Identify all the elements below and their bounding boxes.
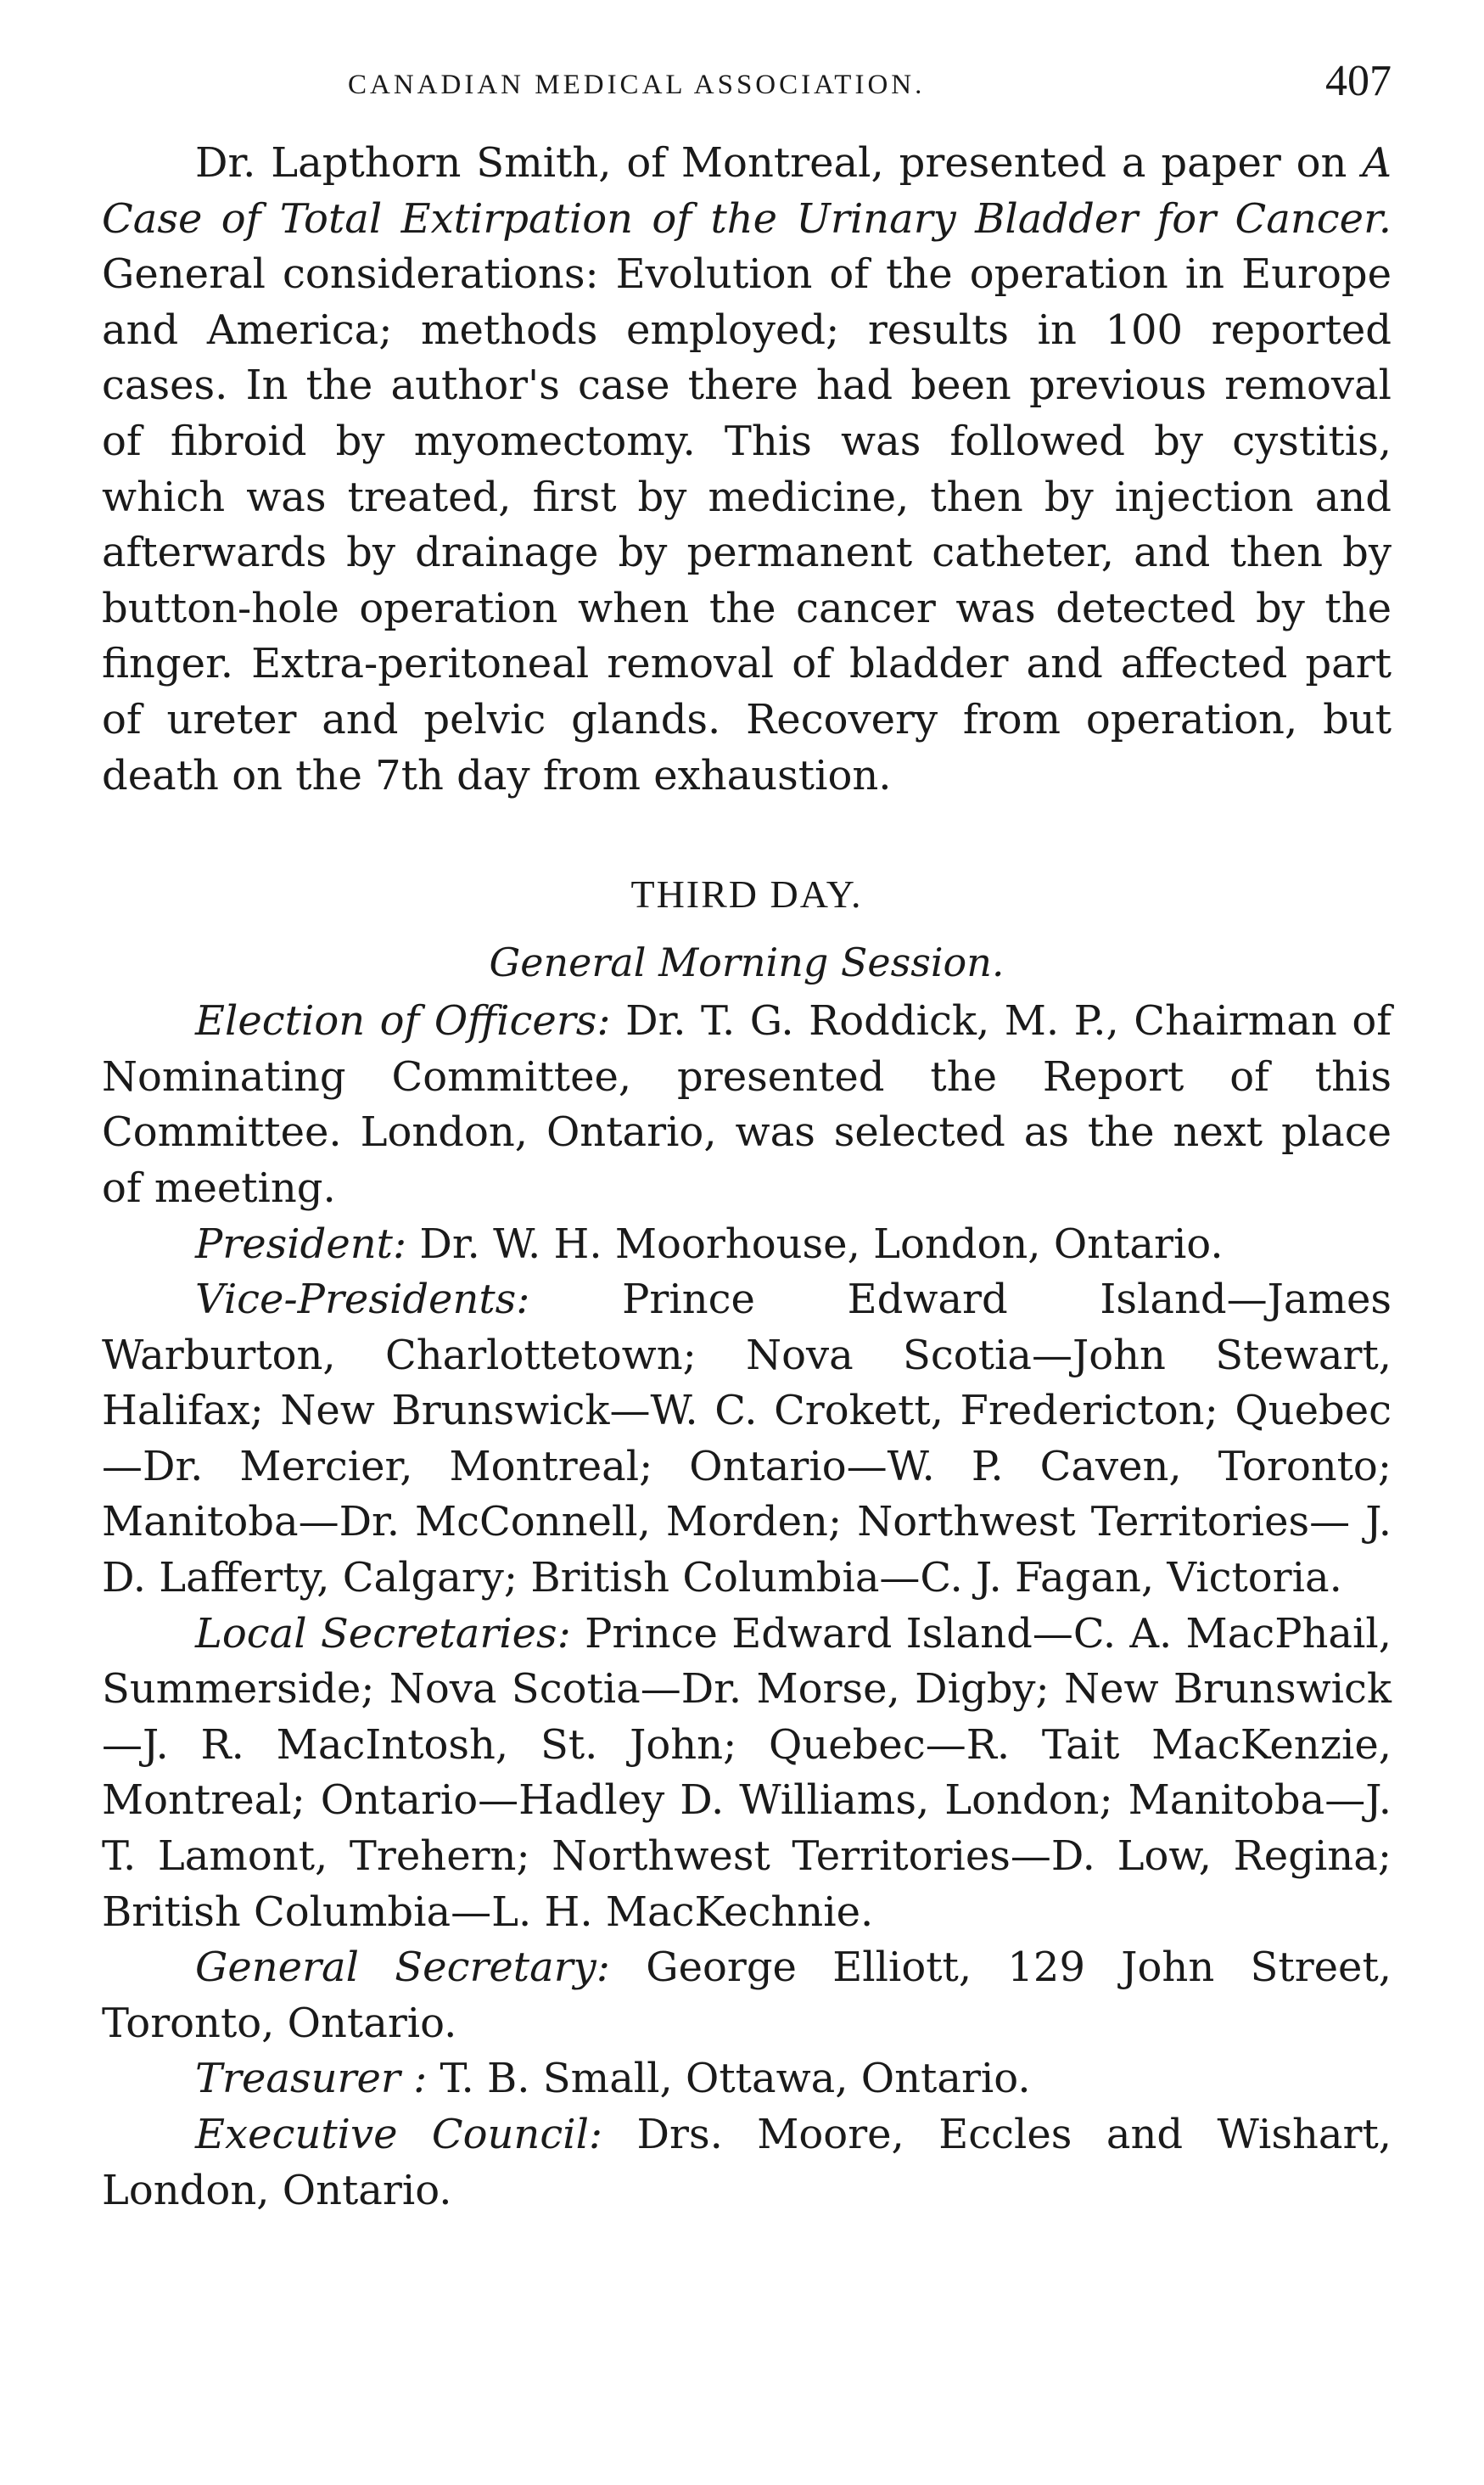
paper-paragraph [102, 136, 1392, 804]
entry-label: President: [195, 1220, 407, 1268]
paper-summary-text: General considerations: Evolution of the operation in Europe and America; methods employed; results in 100 reported cases. In the author's case there had been previous removal of fibroid by myomectomy. This was followed by cystitis, which was treated, first by medicine, then by injection and afterwards by drainage by permanent catheter, and then by button-hole operation when the cancer was detected by the finger. Extra-peritoneal removal of bladder and affected part of ureter and pelvic glands. Recovery from operation, but death on the 7th day from exhaustion. [102, 250, 1392, 799]
entry-text: Prince Edward Island—James Warburton, Charlottetown; Nova Scotia—John Stewart, Halifax; New Brunswick—W. C. Crokett, Fredericton; Quebec —Dr. Mercier, Montreal; Ontario—W. P. Caven, Toronto; Manitoba—Dr. McConnell, Morden; Northwest Territories— J. D. Lafferty, Calgary; British Columbia—C. J. Fagan, Victoria. [102, 1276, 1392, 1602]
entry-text: Prince Edward Island—C. A. MacPhail, Summerside; Nova Scotia—Dr. Morse, Digby; New Brunswick—J. R. MacIntosh, St. John; Quebec—R. Tait MacKenzie, Montreal; Ontario—Hadley D. Williams, London; Manitoba—J. T. Lamont, Trehern; Northwest Territories—D. Low, Regina; British Columbia—L. H. MacKechnie. [102, 1609, 1392, 1936]
paper-title: A Case of Total Extirpation of the Urinary Bladder for Cancer. [102, 139, 1392, 243]
entry-label: Treasurer : [195, 2055, 428, 2103]
page-number: 407 [1325, 57, 1392, 105]
entry-executive-council [102, 2107, 1392, 2219]
entry-election-of-officers [102, 994, 1392, 1216]
book-page [102, 51, 1392, 2219]
entry-label: General Secretary: [195, 1944, 610, 1992]
entry-label: Executive Council: [195, 2111, 603, 2158]
entry-treasurer [102, 2051, 1392, 2107]
entry-vice-presidents [102, 1272, 1392, 1607]
running-title: CANADIAN MEDICAL ASSOCIATION. [348, 70, 926, 100]
entry-text: Dr. T. G. Roddick, M. P., Chairman of Nominating Committee, presented the Report of this Committee. London, Ontario, was selected as the next place of meeting. [102, 997, 1392, 1212]
entry-general-secretary [102, 1940, 1392, 2051]
section-heading: THIRD DAY. [630, 872, 863, 917]
paper-intro-text: Dr. Lapthorn Smith, of Montreal, presented a paper on [195, 139, 1363, 187]
running-head [102, 51, 1392, 136]
entry-local-secretaries [102, 1607, 1392, 1941]
entry-label: Local Secretaries: [195, 1609, 571, 1658]
entry-label: Election of Officers: [195, 997, 611, 1046]
section-subheading: General Morning Session. [489, 940, 1005, 986]
entry-text: T. B. Small, Ottawa, Ontario. [427, 2055, 1031, 2103]
entry-label: Vice-Presidents: [195, 1276, 530, 1324]
entry-text: Drs. Moore, Eccles and Wishart, London, Ontario. [102, 2111, 1392, 2214]
entry-president [102, 1217, 1392, 1273]
entry-text: George Elliott, 129 John Street, Toronto, Ontario. [102, 1944, 1392, 2047]
entry-text: Dr. W. H. Moorhouse, London, Ontario. [406, 1220, 1224, 1268]
